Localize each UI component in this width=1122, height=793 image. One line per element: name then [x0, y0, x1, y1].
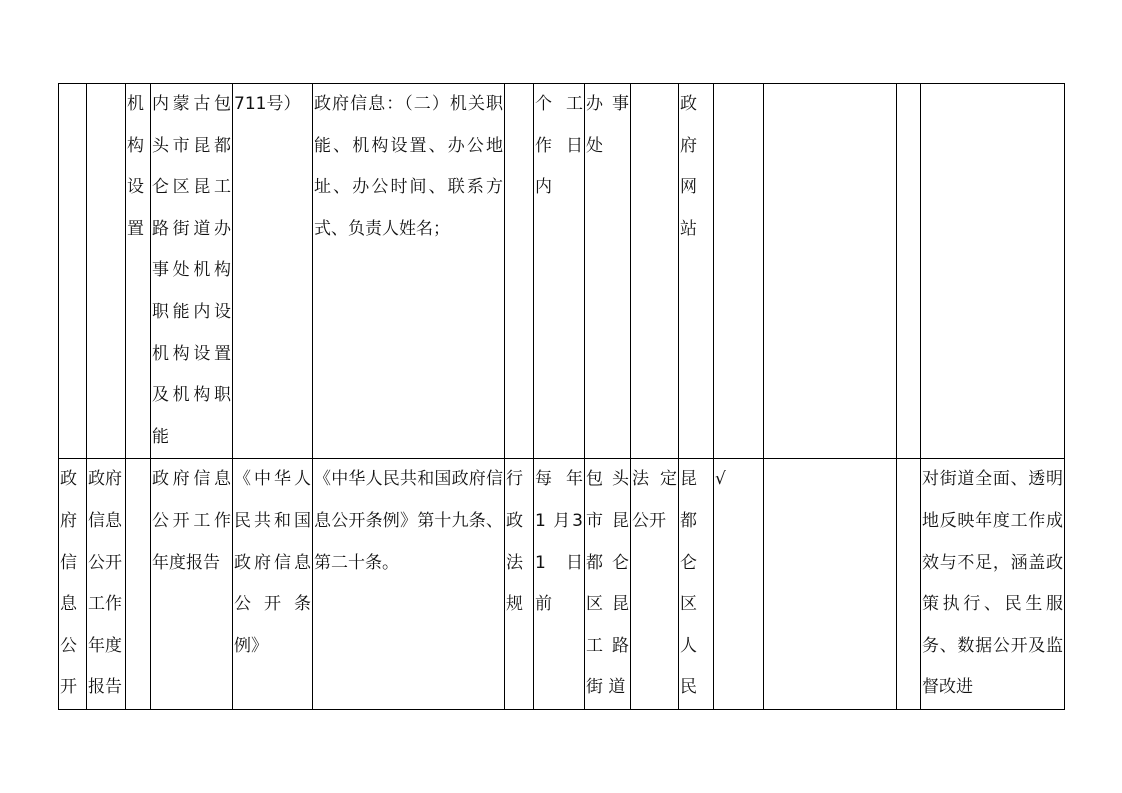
table-cell: 个 工作 日内 [534, 84, 585, 459]
table-cell: 711号） [233, 84, 313, 459]
table-cell: 对街道全面、透明地反映年度工作成效与不足，涵盖政策执行、民生服务、数据公开及监督改进 [921, 459, 1065, 710]
table-cell [59, 84, 87, 459]
table-cell: 每 年1 月31 日前 [534, 459, 585, 710]
table-cell: 政府信息：（二）机关职能、机构设置、办公地址、办公时间、联系方式、负责人姓名； [313, 84, 505, 459]
table-cell: 政府信息公开 [59, 459, 87, 710]
table-cell [87, 84, 126, 459]
table-cell: 《中华人民共和国政府信息公 开 条例》 [233, 459, 313, 710]
table-cell [897, 84, 921, 459]
table-cell: 行政法规 [505, 459, 534, 710]
table-cell: 政府信息公开工作年度报告 [151, 459, 233, 710]
table-cell: 机构设置 [126, 84, 151, 459]
table-cell: 法 定公开 [631, 459, 679, 710]
table-cell [714, 84, 764, 459]
table-row [59, 459, 1065, 710]
table-cell: 政府信息公开工作年度报告 [87, 459, 126, 710]
table-cell: 办 事处 [585, 84, 631, 459]
document-table [58, 83, 1065, 710]
table-cell: √ [714, 459, 764, 710]
table-cell [631, 84, 679, 459]
table-cell: 昆都仑区人民 [679, 459, 714, 710]
table-cell: 《中华人民共和国政府信息公开条例》第十九条、第二十条。 [313, 459, 505, 710]
table-cell [897, 459, 921, 710]
table-cell [126, 459, 151, 710]
table-cell [921, 84, 1065, 459]
table-cell: 包 头市 昆都 仑区 昆工 路街 道 [585, 459, 631, 710]
table-cell: 内蒙古包头市昆都仑区昆工路街道办事处机构职能内设机构设置及机构职能 [151, 84, 233, 459]
table-row [59, 84, 1065, 459]
table-cell: 政府网站 [679, 84, 714, 459]
table-cell [505, 84, 534, 459]
table-cell [764, 459, 897, 710]
table-cell [764, 84, 897, 459]
